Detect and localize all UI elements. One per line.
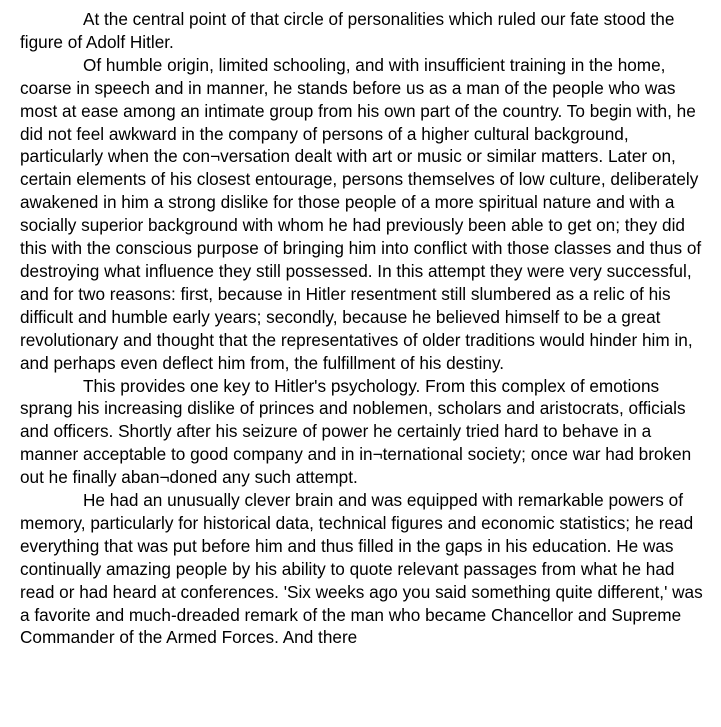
paragraph: At the central point of that circle of personalities which ruled our fate stood the figure of Adolf Hitler. [20,9,675,52]
paragraph: He had an unusually clever brain and was equipped with remarkable powers of memory, particularly for historical data, technical figures and economic statistics; he read everything that was put before him and thus filled in the gaps in his education. He was continually amazing people by his ability to quote relevant passages from what he had read or had heard at conferences. 'Six weeks ago you said something quite different,' was a favorite and much-dreaded remark of the man who became Chancellor and Supreme Commander of the Armed Forces. And there [20,490,703,648]
paragraph: This provides one key to Hitler's psychology. From this complex of emotions sprang his increasing dislike of princes and noblemen, scholars and aristocrats, officials and officers. Shortly after his seizure of power he certainly tried hard to behave in a manner acceptable to good company and in in¬ternational society; once war had broken out he finally aban¬doned any such attempt. [20,375,692,488]
paragraph: Of humble origin, limited schooling, and with insufficient training in the home, coarse in speech and in manner, he stands before us as a man of the people who was most at ease among an intimate group from his own part of the country. To begin with, he did not feel awkward in the company of persons of a higher cultural background, particularly when the con¬versation dealt with art or music or similar matters. Later on, certain elements of his closest entourage, persons themselves of low culture, deliberately awakened in him a strong dislike for those people of a more spiritual nature and with a socially superior background with whom he had previously been able to get on; they did this with the conscious purpose of bringing him into conflict with those classes and thus of destroying what influence they still possessed. In this attempt they were very successful, and for two reasons: first, because in Hitler resentment still slumbered as a relic of his difficult and humble early years; secondly, because he believed himself to be a great revolutionary and thought that the representatives of older traditions would hinder him in, and perhaps even deflect him from, the fulfillment of his destiny. [20,54,702,373]
